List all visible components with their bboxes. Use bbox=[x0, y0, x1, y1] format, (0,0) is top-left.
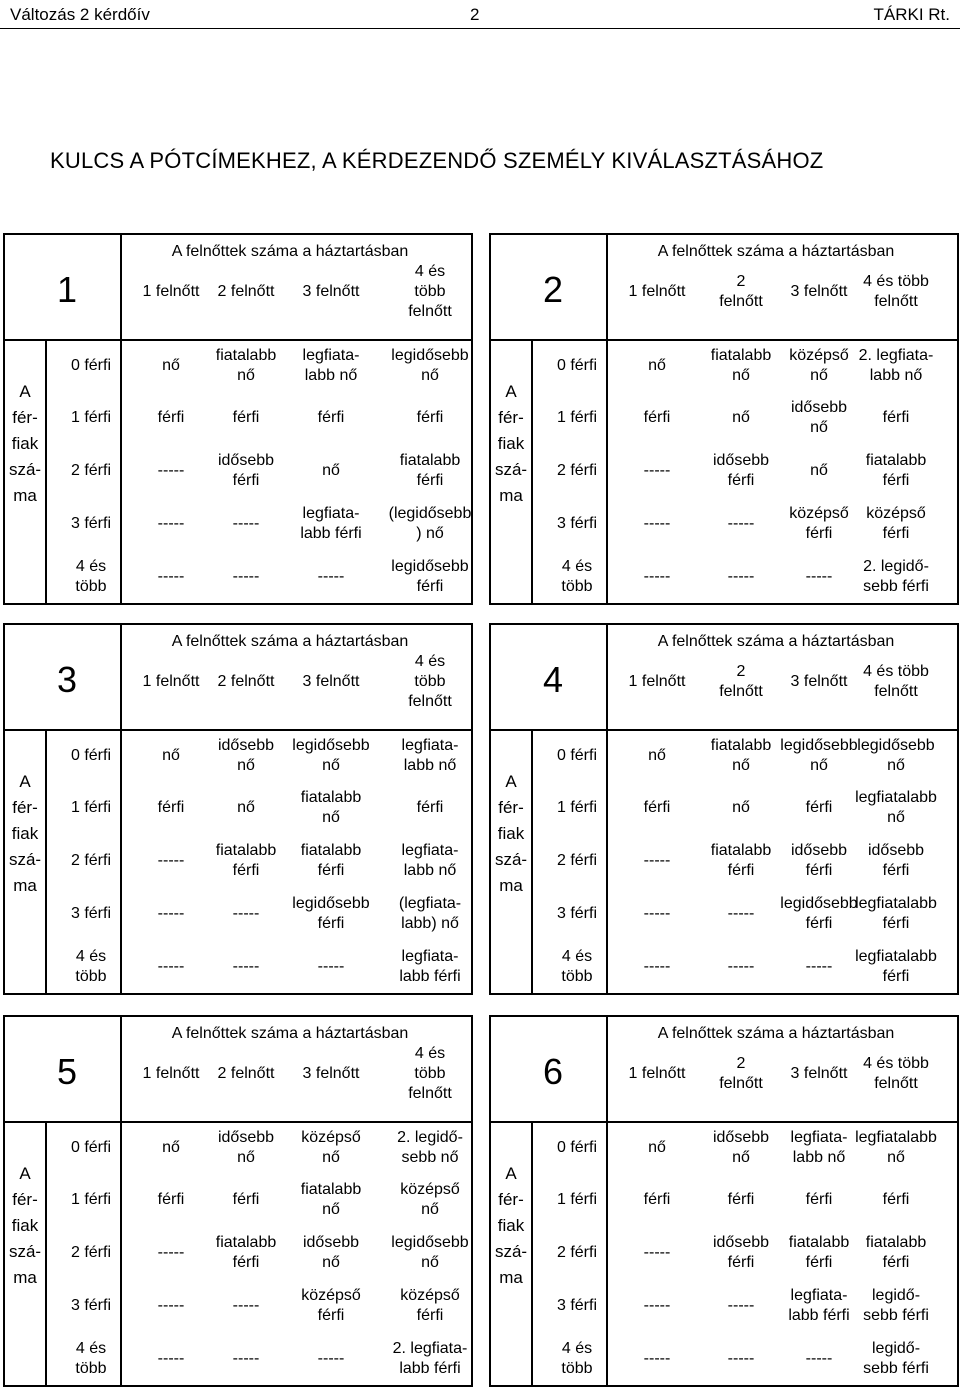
key-cell: ----- bbox=[317, 1350, 345, 1367]
header-body-divider bbox=[491, 729, 957, 731]
key-cell: ----- bbox=[157, 568, 185, 585]
side-label-part: ma bbox=[13, 486, 37, 505]
row-label: 0 férfi bbox=[70, 1139, 111, 1156]
key-cell: fiatalabb férfi bbox=[865, 1234, 927, 1271]
column-header: 4 és több felnőtt bbox=[408, 653, 452, 710]
key-cell: férfi bbox=[643, 1191, 671, 1208]
side-label-part: A bbox=[19, 772, 31, 791]
key-table-6 bbox=[489, 1015, 959, 1387]
key-cell: nő bbox=[162, 1139, 180, 1156]
column-header: 2 felnőtt bbox=[719, 1055, 763, 1092]
side-label-part: ma bbox=[499, 486, 523, 505]
row-label: 4 és több bbox=[561, 558, 593, 595]
key-cell: férfi bbox=[416, 799, 444, 816]
key-cell: nő bbox=[648, 357, 666, 374]
column-header: 3 felnőtt bbox=[302, 283, 360, 300]
row-label: 0 férfi bbox=[556, 357, 597, 374]
side-label-part: fiak bbox=[497, 1216, 525, 1235]
key-cell: fiatalabb nő bbox=[215, 347, 277, 384]
key-cell: legidősebb férfi bbox=[292, 895, 370, 932]
key-cell: fiatalabb férfi bbox=[710, 842, 772, 879]
column-header: 1 felnőtt bbox=[628, 673, 686, 690]
key-cell: ----- bbox=[727, 568, 755, 585]
key-cell: legfiatalabb férfi bbox=[855, 948, 937, 985]
households-header: A felnőttek száma a háztartásban bbox=[171, 243, 409, 260]
key-cell: (legidősebb ) nő bbox=[388, 505, 472, 542]
column-divider bbox=[531, 1121, 533, 1385]
side-label-part: A bbox=[19, 1164, 31, 1183]
row-label: 1 férfi bbox=[556, 409, 597, 426]
key-cell: középső nő bbox=[301, 1129, 361, 1166]
key-cell: idősebb férfi bbox=[217, 452, 275, 489]
side-label-part: ma bbox=[13, 876, 37, 895]
key-cell: fiatalabb nő bbox=[710, 737, 772, 774]
key-cell: férfi bbox=[643, 409, 671, 426]
key-cell: férfi bbox=[805, 1191, 833, 1208]
key-cell: idősebb nő bbox=[712, 1129, 770, 1166]
key-number: 5 bbox=[56, 1051, 78, 1092]
side-label bbox=[5, 379, 45, 509]
side-label-part: szá- bbox=[8, 850, 42, 869]
column-header: 4 és több felnőtt bbox=[863, 663, 929, 700]
key-cell: idősebb férfi bbox=[712, 1234, 770, 1271]
key-number: 2 bbox=[542, 269, 564, 310]
side-label-part: fiak bbox=[11, 824, 39, 843]
key-cell: ----- bbox=[643, 515, 671, 532]
key-cell: középső férfi bbox=[400, 1287, 460, 1324]
row-label: 4 és több bbox=[75, 1340, 107, 1377]
key-cell: legidő- sebb férfi bbox=[863, 1287, 929, 1324]
column-divider bbox=[45, 729, 47, 993]
column-header: 1 felnőtt bbox=[628, 283, 686, 300]
key-number: 3 bbox=[56, 659, 78, 700]
side-label-part: szá- bbox=[494, 1242, 528, 1261]
row-label: 1 férfi bbox=[70, 1191, 111, 1208]
key-cell: férfi bbox=[232, 1191, 260, 1208]
column-header: 1 felnőtt bbox=[142, 673, 200, 690]
key-cell: fiatalabb férfi bbox=[788, 1234, 850, 1271]
row-label: 1 férfi bbox=[556, 799, 597, 816]
key-cell: ----- bbox=[643, 905, 671, 922]
column-header: 3 felnőtt bbox=[302, 673, 360, 690]
key-cell: férfi bbox=[157, 409, 185, 426]
column-header: 4 és több felnőtt bbox=[863, 273, 929, 310]
key-cell: nő bbox=[810, 462, 828, 479]
key-cell: ----- bbox=[643, 958, 671, 975]
column-header: 3 felnőtt bbox=[790, 1065, 848, 1082]
key-cell: ----- bbox=[643, 1350, 671, 1367]
row-label: 4 és több bbox=[75, 558, 107, 595]
key-number: 1 bbox=[56, 269, 78, 310]
header-body-divider bbox=[491, 339, 957, 341]
key-cell: legfiata- labb nő bbox=[401, 737, 459, 774]
key-cell: ----- bbox=[727, 905, 755, 922]
key-cell: ----- bbox=[232, 1350, 260, 1367]
page-title: KULCS A PÓTCÍMEKHEZ, A KÉRDEZENDŐ SZEMÉLY KIVÁLASZTÁSÁHOZ bbox=[50, 148, 824, 173]
key-cell: ----- bbox=[157, 958, 185, 975]
column-header: 4 és több felnőtt bbox=[408, 263, 452, 320]
side-label-part: szá- bbox=[8, 460, 42, 479]
key-cell: középső férfi bbox=[789, 505, 849, 542]
row-label: 1 férfi bbox=[70, 409, 111, 426]
key-cell: ----- bbox=[157, 1350, 185, 1367]
side-label-part: szá- bbox=[494, 850, 528, 869]
key-cell: legfiatalabb nő bbox=[855, 1129, 937, 1166]
key-cell: nő bbox=[322, 462, 340, 479]
key-cell: legfiata- labb férfi bbox=[788, 1287, 850, 1324]
column-header: 1 felnőtt bbox=[142, 1065, 200, 1082]
households-header: A felnőttek száma a háztartásban bbox=[657, 1025, 895, 1042]
side-label-part: A bbox=[505, 772, 517, 791]
key-cell: fiatalabb férfi bbox=[215, 842, 277, 879]
key-cell: ----- bbox=[232, 958, 260, 975]
key-cell: középső nő bbox=[400, 1181, 460, 1218]
row-label: 0 férfi bbox=[556, 1139, 597, 1156]
key-cell: középső férfi bbox=[866, 505, 926, 542]
key-cell: fiatalabb férfi bbox=[399, 452, 461, 489]
key-cell: idősebb nő bbox=[217, 1129, 275, 1166]
key-cell: legidősebb nő bbox=[780, 737, 858, 774]
side-label-part: ma bbox=[13, 1268, 37, 1287]
key-cell: nő bbox=[648, 1139, 666, 1156]
key-cell: nő bbox=[648, 747, 666, 764]
header-organization: TÁRKI Rt. bbox=[873, 5, 950, 24]
key-cell: férfi bbox=[317, 409, 345, 426]
key-cell: 2. legfiata- labb nő bbox=[858, 347, 934, 384]
side-label-part: fér- bbox=[498, 408, 524, 427]
key-cell: nő bbox=[162, 747, 180, 764]
households-header: A felnőttek száma a háztartásban bbox=[171, 1025, 409, 1042]
row-label: 3 férfi bbox=[70, 1297, 111, 1314]
side-label-part: fér- bbox=[12, 798, 38, 817]
side-label-part: fér- bbox=[12, 408, 38, 427]
key-cell: középső nő bbox=[789, 347, 849, 384]
key-cell: ----- bbox=[232, 1297, 260, 1314]
header-body-divider bbox=[491, 1121, 957, 1123]
key-cell: legidő- sebb férfi bbox=[863, 1340, 929, 1377]
key-table-1 bbox=[3, 233, 473, 605]
key-cell: ----- bbox=[727, 515, 755, 532]
column-header: 2 felnőtt bbox=[719, 663, 763, 700]
key-cell: nő bbox=[162, 357, 180, 374]
column-divider bbox=[531, 339, 533, 603]
key-cell: férfi bbox=[157, 799, 185, 816]
key-cell: 2. legfiata- labb férfi bbox=[392, 1340, 468, 1377]
key-number: 6 bbox=[542, 1051, 564, 1092]
key-table-4 bbox=[489, 623, 959, 995]
side-label-part: A bbox=[505, 382, 517, 401]
column-header: 3 felnőtt bbox=[790, 673, 848, 690]
households-header: A felnőttek száma a háztartásban bbox=[657, 243, 895, 260]
row-label: 3 férfi bbox=[70, 515, 111, 532]
row-label: 0 férfi bbox=[556, 747, 597, 764]
side-label bbox=[491, 1161, 531, 1291]
key-cell: legfiata- labb nő bbox=[302, 347, 360, 384]
key-cell: ----- bbox=[643, 462, 671, 479]
key-cell: idősebb nő bbox=[217, 737, 275, 774]
key-cell: fiatalabb nő bbox=[300, 1181, 362, 1218]
side-label-part: fér- bbox=[12, 1190, 38, 1209]
header-body-divider bbox=[5, 339, 471, 341]
key-cell: legidősebb nő bbox=[391, 1234, 469, 1271]
side-label-part: szá- bbox=[494, 460, 528, 479]
column-header: 3 felnőtt bbox=[790, 283, 848, 300]
key-cell: férfi bbox=[643, 799, 671, 816]
side-label-part: szá- bbox=[8, 1242, 42, 1261]
column-header: 2 felnőtt bbox=[217, 673, 275, 690]
key-cell: férfi bbox=[232, 409, 260, 426]
column-header: 2 felnőtt bbox=[217, 1065, 275, 1082]
key-cell: 2. legidő- sebb nő bbox=[397, 1129, 463, 1166]
key-number: 4 bbox=[542, 659, 564, 700]
key-cell: ----- bbox=[157, 905, 185, 922]
column-header: 2 felnőtt bbox=[217, 283, 275, 300]
side-label bbox=[491, 769, 531, 899]
row-label: 4 és több bbox=[561, 948, 593, 985]
key-cell: középső férfi bbox=[301, 1287, 361, 1324]
key-cell: legfiata- labb férfi bbox=[300, 505, 362, 542]
row-label: 2 férfi bbox=[556, 1244, 597, 1261]
key-cell: legfiata- labb nő bbox=[401, 842, 459, 879]
key-cell: ----- bbox=[157, 515, 185, 532]
key-cell: ----- bbox=[232, 515, 260, 532]
header-body-divider bbox=[5, 1121, 471, 1123]
row-label: 1 férfi bbox=[556, 1191, 597, 1208]
key-table-3 bbox=[3, 623, 473, 995]
row-label: 4 és több bbox=[561, 1340, 593, 1377]
key-cell: ----- bbox=[805, 568, 833, 585]
key-cell: legfiata- labb férfi bbox=[399, 948, 461, 985]
header-body-divider bbox=[5, 729, 471, 731]
row-label: 0 férfi bbox=[70, 747, 111, 764]
households-header: A felnőttek száma a háztartásban bbox=[657, 633, 895, 650]
column-divider bbox=[531, 729, 533, 993]
side-label-part: A bbox=[19, 382, 31, 401]
key-cell: ----- bbox=[317, 568, 345, 585]
row-label: 4 és több bbox=[75, 948, 107, 985]
households-header: A felnőttek száma a háztartásban bbox=[171, 633, 409, 650]
key-cell: ----- bbox=[727, 1297, 755, 1314]
row-label: 3 férfi bbox=[556, 515, 597, 532]
side-label-part: fér- bbox=[498, 798, 524, 817]
key-table-2 bbox=[489, 233, 959, 605]
key-cell: férfi bbox=[416, 409, 444, 426]
key-cell: ----- bbox=[643, 1297, 671, 1314]
key-cell: (legfiata- labb) nő bbox=[398, 895, 462, 932]
key-cell: fiatalabb férfi bbox=[300, 842, 362, 879]
row-label: 2 férfi bbox=[70, 1244, 111, 1261]
row-label: 0 férfi bbox=[70, 357, 111, 374]
key-cell: legfiata- labb nő bbox=[790, 1129, 848, 1166]
key-cell: ----- bbox=[805, 1350, 833, 1367]
key-cell: idősebb férfi bbox=[867, 842, 925, 879]
side-label-part: ma bbox=[499, 876, 523, 895]
side-label-part: A bbox=[505, 1164, 517, 1183]
side-label bbox=[5, 1161, 45, 1291]
key-cell: nő bbox=[237, 799, 255, 816]
key-cell: legfiatalabb nő bbox=[855, 789, 937, 826]
key-cell: ----- bbox=[805, 958, 833, 975]
key-cell: férfi bbox=[727, 1191, 755, 1208]
key-cell: ----- bbox=[643, 1244, 671, 1261]
key-cell: legidősebb férfi bbox=[391, 558, 469, 595]
key-cell: 2. legidő- sebb férfi bbox=[863, 558, 929, 595]
side-label bbox=[5, 769, 45, 899]
header-document-name: Változás 2 kérdőív bbox=[10, 5, 150, 24]
key-cell: ----- bbox=[643, 568, 671, 585]
side-label-part: fiak bbox=[497, 434, 525, 453]
key-cell: férfi bbox=[805, 799, 833, 816]
key-cell: nő bbox=[732, 409, 750, 426]
key-cell: idősebb nő bbox=[302, 1234, 360, 1271]
column-divider bbox=[45, 1121, 47, 1385]
key-cell: ----- bbox=[727, 1350, 755, 1367]
key-cell: idősebb nő bbox=[790, 399, 848, 436]
key-cell: ----- bbox=[643, 852, 671, 869]
row-label: 2 férfi bbox=[556, 462, 597, 479]
side-label bbox=[491, 379, 531, 509]
column-header: 1 felnőtt bbox=[628, 1065, 686, 1082]
row-label: 2 férfi bbox=[556, 852, 597, 869]
side-label-part: fiak bbox=[11, 1216, 39, 1235]
row-label: 3 férfi bbox=[556, 1297, 597, 1314]
column-divider bbox=[45, 339, 47, 603]
row-label: 3 férfi bbox=[556, 905, 597, 922]
row-label: 2 férfi bbox=[70, 462, 111, 479]
key-cell: fiatalabb férfi bbox=[215, 1234, 277, 1271]
side-label-part: fiak bbox=[497, 824, 525, 843]
key-cell: ----- bbox=[317, 958, 345, 975]
row-label: 3 férfi bbox=[70, 905, 111, 922]
key-cell: ----- bbox=[157, 1297, 185, 1314]
column-header: 3 felnőtt bbox=[302, 1065, 360, 1082]
key-cell: nő bbox=[732, 799, 750, 816]
side-label-part: fiak bbox=[11, 434, 39, 453]
row-label: 1 férfi bbox=[70, 799, 111, 816]
key-cell: legidősebb nő bbox=[391, 347, 469, 384]
key-cell: legidősebb nő bbox=[292, 737, 370, 774]
key-cell: ----- bbox=[157, 462, 185, 479]
key-table-5 bbox=[3, 1015, 473, 1387]
side-label-part: ma bbox=[499, 1268, 523, 1287]
key-cell: fiatalabb férfi bbox=[865, 452, 927, 489]
key-cell: idősebb férfi bbox=[790, 842, 848, 879]
side-label-part: fér- bbox=[498, 1190, 524, 1209]
header-divider bbox=[0, 28, 960, 29]
key-cell: legfiatalabb férfi bbox=[855, 895, 937, 932]
key-cell: ----- bbox=[157, 1244, 185, 1261]
key-cell: ----- bbox=[157, 852, 185, 869]
header-page-number: 2 bbox=[470, 5, 480, 24]
key-cell: férfi bbox=[882, 1191, 910, 1208]
key-cell: legidősebb férfi bbox=[780, 895, 858, 932]
key-cell: ----- bbox=[727, 958, 755, 975]
key-cell: fiatalabb nő bbox=[300, 789, 362, 826]
key-cell: férfi bbox=[157, 1191, 185, 1208]
key-cell: férfi bbox=[882, 409, 910, 426]
column-header: 4 és több felnőtt bbox=[408, 1045, 452, 1102]
column-header: 1 felnőtt bbox=[142, 283, 200, 300]
column-header: 2 felnőtt bbox=[719, 273, 763, 310]
key-cell: ----- bbox=[232, 905, 260, 922]
key-cell: fiatalabb nő bbox=[710, 347, 772, 384]
column-header: 4 és több felnőtt bbox=[863, 1055, 929, 1092]
row-label: 2 férfi bbox=[70, 852, 111, 869]
key-cell: ----- bbox=[232, 568, 260, 585]
key-cell: legidősebb nő bbox=[857, 737, 935, 774]
key-cell: idősebb férfi bbox=[712, 452, 770, 489]
